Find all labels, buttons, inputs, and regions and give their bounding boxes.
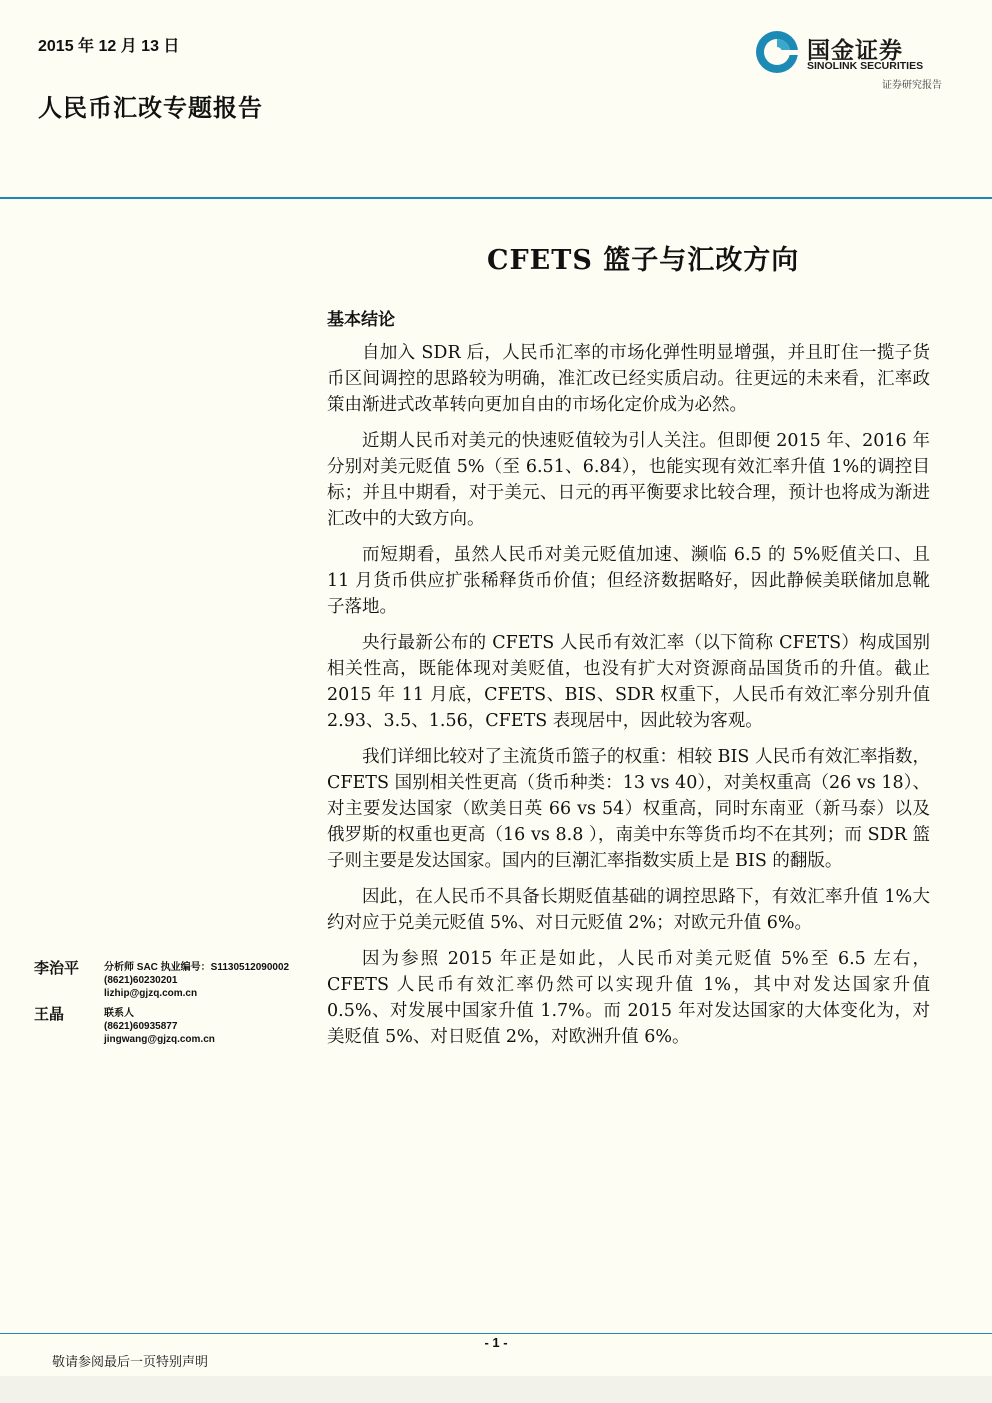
page-number: - 1 -	[484, 1335, 508, 1350]
analyst-role: 联系人	[104, 1008, 134, 1019]
report-date: 2015 年 12 月 13 日	[38, 38, 180, 55]
analyst-phone: (8621)60230201	[104, 975, 178, 986]
footer-rule	[0, 1333, 992, 1334]
sinolink-logo-mark-icon	[755, 30, 799, 74]
section-title: 基本结论	[327, 310, 395, 330]
body-paragraph: 我们详细比较对了主流货币篮子的权重：相较 BIS 人民币有效汇率指数，CFETS 国别相关性更高（货币种类：13 vs 40），对美权重高（26 vs 18）、对主要发达国家（欧美日英 66 vs 54）权重高，同时东南亚（新马泰）以及俄罗斯的权重也更高（16 vs 8.8 ），南美中东等货币均不在其列；而 SDR 篮子则主要是发达国家。国内的巨潮汇率指数实质上是 BIS 的翻版。	[327, 747, 930, 871]
bottom-stripe	[0, 1376, 992, 1403]
header-rule	[0, 197, 992, 199]
disclaimer-note: 敬请参阅最后一页特别声明	[52, 1355, 209, 1370]
analyst-name: 李治平	[34, 959, 80, 977]
analyst-role: 分析师 SAC 执业编号：S1130512090002	[104, 962, 290, 973]
analyst-entry	[34, 1003, 324, 1049]
report-series-title: 人民币汇改专题报告	[38, 93, 263, 122]
logo-en-text: SINOLINK SECURITIES	[807, 60, 924, 72]
analyst-email[interactable]: jingwang@gjzq.com.cn	[104, 1034, 215, 1045]
body-paragraph: 因为参照 2015 年正是如此，人民币对美元贬值 5%至 6.5 左右，CFETS 人民币有效汇率仍然可以实现升值 1%，其中对发达国家升值 0.5%、对发展中国家升值 1.7%。而 2015 年对发达国家的大体变化为，对美贬值 5%、对日贬值 2%，对欧洲升值 6%。	[327, 949, 930, 1047]
logo-subtitle: 证券研究报告	[882, 80, 942, 91]
analyst-email[interactable]: lizhip@gjzq.com.cn	[104, 988, 198, 999]
analyst-entry	[34, 957, 324, 1003]
analyst-phone: (8621)60935877	[104, 1021, 178, 1032]
logo-cn-text: 国金证券	[807, 38, 903, 64]
body-paragraph: 央行最新公布的 CFETS 人民币有效汇率（以下简称 CFETS）构成国别相关性高，既能体现对美贬值，也没有扩大对资源商品国货币的升值。截止 2015 年 11 月底，CFETS、BIS、SDR 权重下，人民币有效汇率分别升值 2.93、3.5、1.56，CFETS 表现居中，因此较为客观。	[327, 633, 930, 731]
analyst-list	[34, 957, 324, 1049]
body-paragraph: 近期人民币对美元的快速贬值较为引人关注。但即便 2015 年、2016 年分别对美元贬值 5%（至 6.51、6.84），也能实现有效汇率升值 1%的调控目标；并且中期看，对于美元、日元的再平衡要求比较合理，预计也将成为渐进汇改中的大致方向。	[327, 431, 930, 529]
report-body	[327, 340, 930, 1060]
body-paragraph: 自加入 SDR 后，人民币汇率的市场化弹性明显增强，并且盯住一揽子货币区间调控的思路较为明确，准汇改已经实质启动。往更远的未来看，汇率政策由渐进式改革转向更加自由的市场化定价成为必然。	[327, 343, 930, 415]
body-paragraph: 因此，在人民币不具备长期贬值基础的调控思路下，有效汇率升值 1%大约对应于兑美元贬值 5%、对日元贬值 2%；对欧元升值 6%。	[327, 887, 930, 933]
analyst-contact	[104, 961, 289, 1000]
sinolink-logo	[755, 30, 947, 92]
body-paragraph: 而短期看，虽然人民币对美元贬值加速、濒临 6.5 的 5%贬值关口、且 11 月货币供应扩张稀释货币价值；但经济数据略好，因此静候美联储加息靴子落地。	[327, 545, 930, 617]
report-title: CFETS 篮子与汇改方向	[487, 245, 800, 276]
analyst-contact	[104, 1007, 215, 1046]
analyst-name: 王晶	[34, 1005, 65, 1023]
